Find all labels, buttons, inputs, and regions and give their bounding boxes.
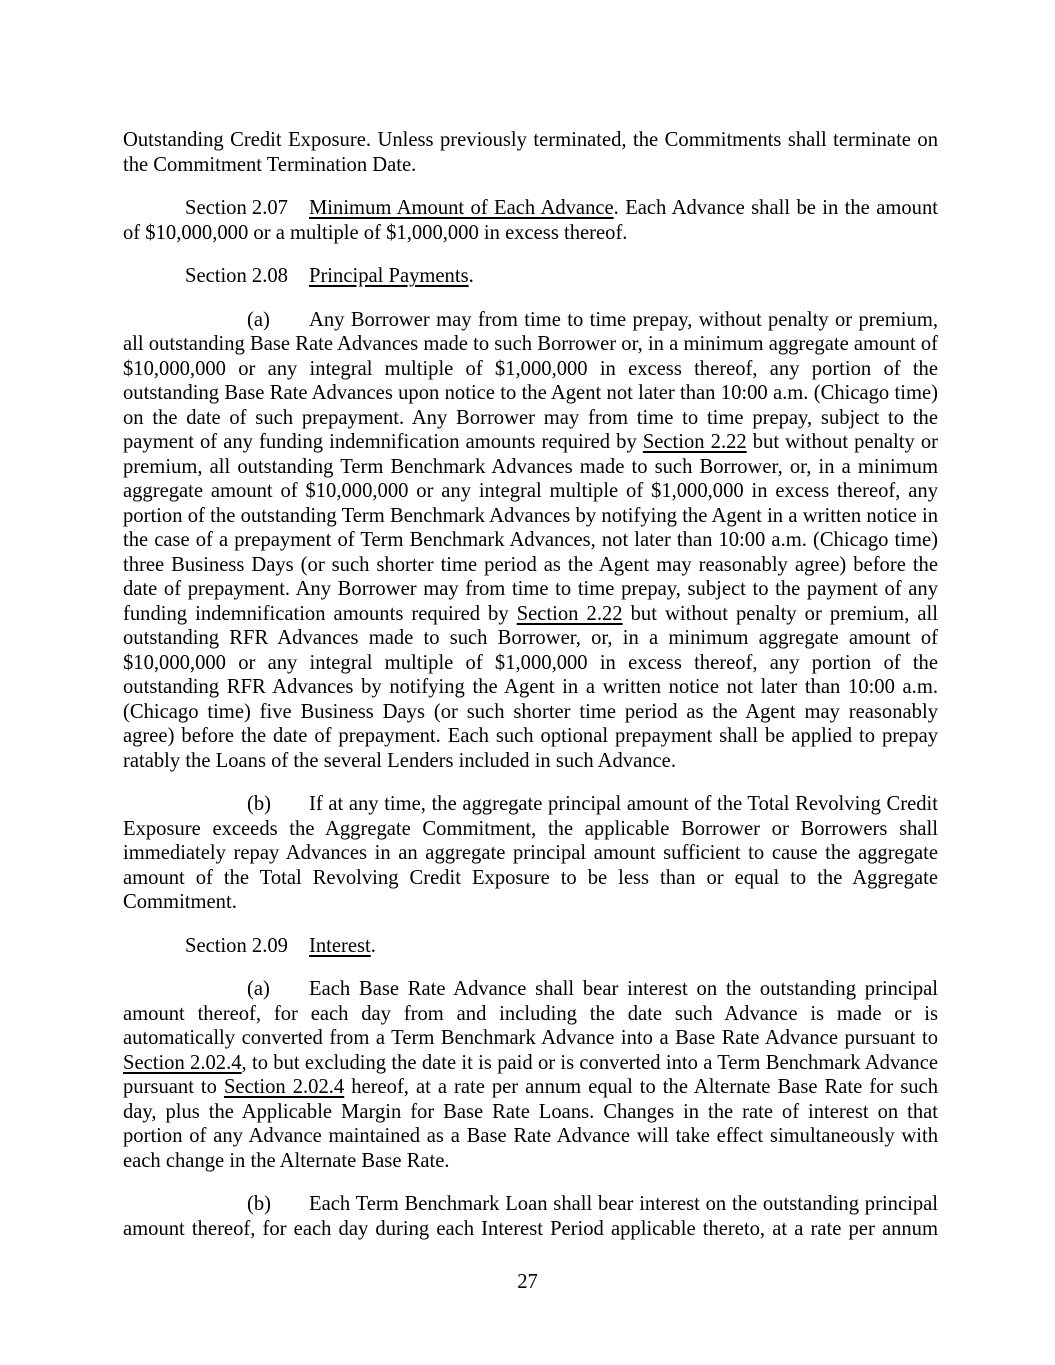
xref-section-2-02-4-second: Section 2.02.4 — [223, 1076, 345, 1098]
section-2-08-title: Principal Payments — [309, 265, 469, 287]
section-2-08-a-text-2: but without penalty or premium, all outstanding Term Benchmark Advances made to such Borrower, or, in a minimum aggregate amount of $10,000,000 or any integral multiple of $1,000,000 in excess thereof, any portion of the outstanding Term Benchmark Advances by notifying the Agent in a written notice in the case of a prepayment of Term Benchmark Advances, not later than 10:00 a.m. (Chicago time) three Business Days (or such shorter time period as the Agent may reasonably agree) before the date of prepayment. Any Borrower may from time to time prepay, subject to the payment of any funding indemnification amounts required by — [123, 431, 938, 625]
section-2-09-paragraph — [123, 934, 938, 959]
xref-section-2-22-second: Section 2.22 — [516, 602, 623, 625]
section-2-09-text: . — [370, 934, 376, 957]
section-2-08-b-paragraph — [123, 792, 938, 915]
section-2-07-title: Minimum Amount of Each Advance — [309, 197, 614, 219]
xref-section-2-02-4-first: Section 2.02.4 — [123, 1051, 242, 1074]
section-2-09-a-text-2: , to but excluding the date it is paid or is converted into a Term Benchmark Advance pursuant to — [123, 1051, 938, 1098]
section-2-07-paragraph — [123, 196, 938, 245]
section-2-08-a-text-3: but without penalty or premium, all outstanding RFR Advances made to such Borrower, or, in a minimum aggregate amount of $10,000,000 or any integral multiple of $1,000,000 in excess thereof, any portion of the outstanding RFR Advances by notifying the Agent in a written notice not later than 10:00 a.m. (Chicago time) five Business Days (or such shorter time period as the Agent may reasonably agree) before the date of prepayment. Each such optional prepayment shall be applied to prepay ratably the Loans of the several Lenders included in such Advance. — [123, 602, 938, 772]
section-2-07-number: Section 2.07 — [185, 197, 288, 219]
section-2-09-number: Section 2.09 — [185, 934, 288, 957]
section-2-09-a-text-1: Each Base Rate Advance shall bear interest on the outstanding principal amount thereof, for each day from and including the date such Advance is made or is automatically converted from a Term Benchmark Advance into a Base Rate Advance pursuant to — [123, 978, 938, 1049]
page-body — [123, 128, 938, 1260]
xref-section-2-22-first: Section 2.22 — [642, 431, 747, 453]
section-2-08-b-text: If at any time, the aggregate principal amount of the Total Revolving Credit Exposure exceeds the Aggregate Commitment, the applicable Borrower or Borrowers shall immediately repay Advances in an aggregate principal amount sufficient to cause the aggregate amount of the Total Revolving Credit Exposure to be less than or equal to the Aggregate Commitment. — [123, 793, 938, 913]
section-2-08-paragraph — [123, 264, 938, 289]
section-2-09-a-paragraph — [123, 977, 938, 1173]
section-2-09-title: Interest — [309, 934, 371, 957]
paragraph-continuation: Outstanding Credit Exposure. Unless previously terminated, the Commitments shall terminate on the Commitment Termination Date. — [123, 129, 938, 176]
section-2-09-a-text-3: hereof, at a rate per annum equal to the Alternate Base Rate for such day, plus the Applicable Margin for Base Rate Loans. Changes in the rate of interest on that portion of any Advance maintained as a Base Rate Advance will take effect simultaneously with each change in the Alternate Base Rate. — [123, 1076, 938, 1172]
section-2-09-b-text: Each Term Benchmark Loan shall bear interest on the outstanding principal amount thereof, for each day during each Interest Period applicable thereto, at a rate per annum — [123, 1193, 938, 1240]
section-2-09-b-paragraph — [123, 1192, 938, 1241]
section-2-07-text: . Each Advance shall be in the amount of $10,000,000 or a multiple of $1,000,000 in excess thereof. — [123, 197, 938, 244]
section-2-09-b-marker: (b) — [247, 1193, 272, 1215]
section-2-09-a-marker: (a) — [247, 978, 270, 1000]
section-2-08-a-paragraph — [123, 308, 938, 774]
section-2-08-number: Section 2.08 — [185, 265, 288, 287]
section-2-08-b-marker: (b) — [247, 793, 272, 815]
page-number: 27 — [517, 1271, 538, 1293]
section-2-08-text: . — [468, 265, 474, 287]
section-2-08-a-marker: (a) — [247, 308, 270, 331]
section-2-08-a-text-1: Any Borrower may from time to time prepay, without penalty or premium, all outstanding Base Rate Advances made to such Borrower or, in a minimum aggregate amount of $10,000,000 or any integral multiple of $1,000,000 in excess thereof, any portion of the outstanding Base Rate Advances upon notice to the Agent not later than 10:00 a.m. (Chicago time) on the date of such prepayment. Any Borrower may from time to time prepay, subject to the payment of any funding indemnification amounts required by — [123, 308, 938, 453]
